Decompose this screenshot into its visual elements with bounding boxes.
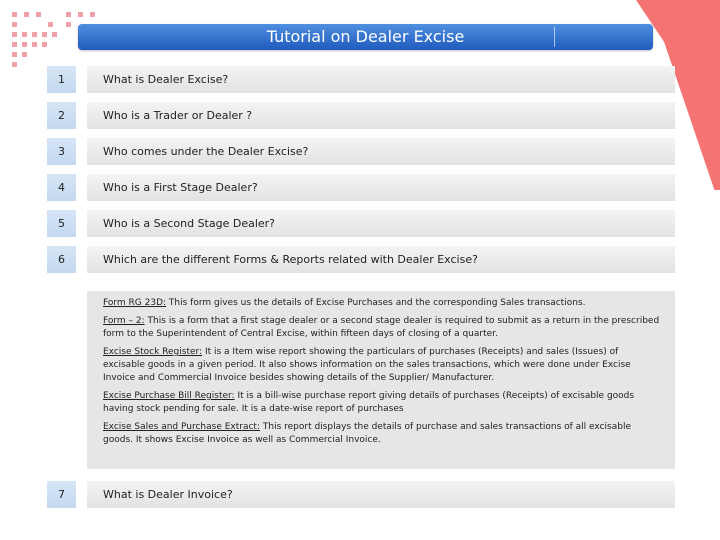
page-title: Tutorial on Dealer Excise: [266, 27, 465, 46]
item-number: 2: [47, 102, 76, 129]
detail-paragraph: [103, 297, 663, 310]
list-item[interactable]: [47, 102, 675, 129]
detail-term: Form RG 23D:: [103, 298, 167, 308]
item-number: 7: [47, 481, 76, 508]
detail-text: It is a Item wise report showing the particulars of purchases (Receipts) and sales (Issues) of excisable goods in a given period. It also shows information on the sales transactions, which were done under Excise Invoice and Commercial Invoice besides showing details of the Supplier/ Manufacturer.: [103, 347, 631, 383]
item-label[interactable]: Who is a First Stage Dealer?: [87, 174, 675, 201]
item-number: 5: [47, 210, 76, 237]
detail-term: Excise Purchase Bill Register:: [103, 391, 235, 401]
detail-text: This form gives us the details of Excise Purchases and the corresponding Sales transactions.: [166, 298, 586, 308]
list-item[interactable]: [47, 481, 675, 508]
item-label[interactable]: Who is a Second Stage Dealer?: [87, 210, 675, 237]
detail-paragraph: [103, 315, 663, 341]
detail-text: This is a form that a first stage dealer or a second stage dealer is required to submit as a return in the prescribed form to the Superintendent of Central Excise, within fifteen days of closing of a quarter.: [103, 316, 660, 339]
forms-reports-details: [87, 291, 675, 469]
list-item[interactable]: [47, 246, 675, 273]
item-label[interactable]: Who is a Trader or Dealer ?: [87, 102, 675, 129]
detail-paragraph: [103, 346, 663, 385]
item-number: 4: [47, 174, 76, 201]
item-label[interactable]: What is Dealer Invoice?: [87, 481, 675, 508]
detail-term: Excise Sales and Purchase Extract:: [103, 422, 260, 432]
detail-text: It is a bill-wise purchase report giving details of purchases (Receipts) of excisable goods having stock pending for sale. It is a date-wise report of purchases: [103, 391, 635, 414]
item-number: 1: [47, 66, 76, 93]
title-banner: [78, 24, 653, 50]
detail-term: Excise Stock Register:: [103, 347, 203, 357]
list-item[interactable]: [47, 138, 675, 165]
item-number: 6: [47, 246, 76, 273]
detail-term: Form – 2:: [103, 316, 145, 326]
item-number: 3: [47, 138, 76, 165]
list-item[interactable]: [47, 174, 675, 201]
detail-text: This report displays the details of purchase and sales transactions of all excisable goods. It shows Excise Invoice as well as Commercial Invoice.: [103, 422, 631, 445]
item-label[interactable]: What is Dealer Excise?: [87, 66, 675, 93]
title-divider: [554, 27, 555, 47]
detail-paragraph: [103, 421, 663, 447]
item-label[interactable]: Which are the different Forms & Reports related with Dealer Excise?: [87, 246, 675, 273]
item-label[interactable]: Who comes under the Dealer Excise?: [87, 138, 675, 165]
list-item[interactable]: [47, 210, 675, 237]
list-item[interactable]: [47, 66, 675, 93]
detail-paragraph: [103, 390, 663, 416]
